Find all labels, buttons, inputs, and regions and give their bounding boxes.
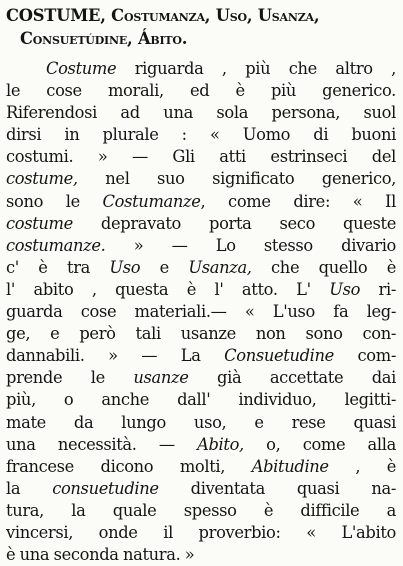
text-line (6, 146, 396, 168)
italic-term: Uso (109, 257, 141, 277)
text-run: e (140, 257, 189, 277)
text-run: sono le (6, 191, 103, 211)
text-line (6, 257, 396, 279)
text-run: guarda cose materiali.— « L'uso fa leg- (6, 302, 396, 322)
text-run: dannabili. » — La (6, 346, 225, 366)
text-line (6, 522, 396, 544)
text-run: o, come alla (243, 434, 396, 454)
italic-term: Consuetudine (224, 346, 334, 366)
text-line (6, 500, 396, 522)
entry-heading (6, 4, 398, 50)
text-line (6, 191, 396, 213)
text-line (6, 323, 396, 345)
synonym-list-continued: Consuetúdine, Ábito. (20, 29, 188, 48)
text-run: l' abito , questa è l' atto. L' (6, 279, 330, 299)
italic-term: Costume (46, 59, 117, 78)
italic-term: Uso (329, 279, 361, 299)
italic-term: costume (6, 213, 73, 233)
text-line (6, 124, 396, 146)
text-run: che quello è (251, 257, 396, 277)
text-run: c' è tra (6, 257, 110, 277)
text-run: francese dicono molti, (6, 456, 252, 476)
text-run: costumi. » — Gli atti estrinseci del (6, 147, 396, 167)
text-line (6, 301, 396, 323)
text-run: nel suo significato generico, (77, 169, 396, 189)
text-line (6, 544, 396, 566)
text-run: prende le (6, 368, 134, 388)
text-run: è una seconda natura. » (6, 545, 195, 565)
text-line (6, 58, 396, 80)
italic-term: costume, (6, 169, 78, 189)
text-run: , come dire: « Il (200, 191, 396, 211)
text-run: già accettate dai (188, 368, 396, 388)
text-line (6, 434, 396, 456)
text-line (6, 456, 396, 478)
text-run: depravato porta seco queste (72, 213, 396, 233)
headword: COSTUME, (6, 6, 106, 25)
text-run: » — Lo stesso divario (105, 235, 396, 255)
text-line (6, 412, 396, 434)
text-line (6, 389, 396, 411)
synonym-list: Costumanza, Uso, Usanza, (105, 6, 320, 25)
text-line (6, 345, 396, 367)
text-run: , è (328, 456, 397, 476)
italic-term: consuetudine (52, 478, 159, 498)
text-run: com- (333, 346, 396, 366)
italic-term: Abitudine (251, 456, 329, 476)
text-run: una necessità. — (6, 434, 198, 454)
text-run: mate da lungo uso, e rese quasi (6, 412, 396, 432)
text-run: Riferendosi ad una sola persona, suol (6, 103, 396, 123)
text-run: tura, la quale spesso è difficile a (6, 500, 396, 520)
text-line (6, 80, 396, 102)
text-run: ri- (360, 279, 396, 299)
text-run: la (6, 478, 53, 498)
italic-term: Abito, (197, 434, 244, 454)
text-run: vincersi, onde il proverbio: « L'abito (6, 522, 396, 542)
entry-body (6, 58, 396, 566)
text-line (6, 168, 396, 190)
text-line (6, 235, 396, 257)
text-line (6, 102, 396, 124)
italic-term: costumanze. (6, 235, 106, 255)
italic-term: usanze (133, 368, 189, 388)
text-line (6, 213, 396, 235)
text-run: più, o anche dall' individuo, legitti- (6, 390, 396, 410)
text-run: le cose morali, ed è più generico. (6, 81, 396, 101)
text-run: dirsi in plurale : « Uomo di buoni (6, 125, 396, 145)
text-line (6, 367, 396, 389)
text-run: riguarda , più che altro , (116, 59, 396, 78)
text-line (6, 279, 396, 301)
text-run: diventata quasi na- (158, 478, 396, 498)
italic-term: Usanza, (188, 257, 252, 277)
text-line (6, 478, 396, 500)
text-run: ge, e però tali usanze non sono con- (6, 324, 396, 344)
italic-term: Costumanze (102, 191, 201, 211)
